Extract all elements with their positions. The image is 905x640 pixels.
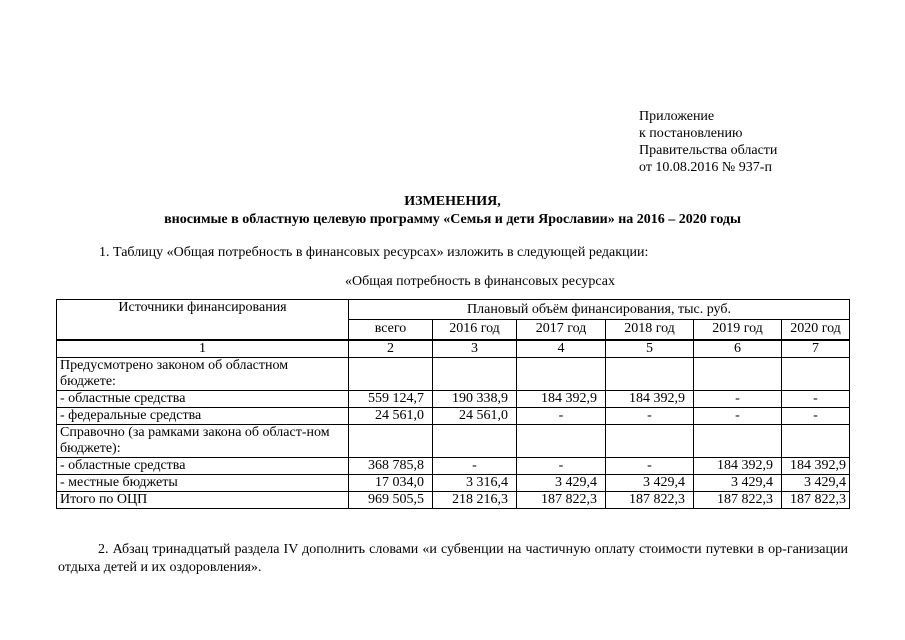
cell-value: 184 392,9 bbox=[782, 457, 850, 474]
row-label: - областные средства bbox=[57, 390, 349, 407]
cell-value: 184 392,9 bbox=[517, 390, 606, 407]
cell-value: - bbox=[694, 390, 782, 407]
subheader-total: всего bbox=[349, 320, 433, 340]
cell-value bbox=[782, 424, 850, 457]
row-label: Предусмотрено законом об областном бюджете: bbox=[57, 357, 349, 390]
cell-value: - bbox=[606, 407, 694, 424]
paragraph-1: 1. Таблицу «Общая потребность в финансовых ресурсах» изложить в следующей редакции: bbox=[99, 245, 649, 260]
cell-value bbox=[782, 357, 850, 390]
cell-value bbox=[694, 424, 782, 457]
cell-value: 24 561,0 bbox=[433, 407, 517, 424]
cell-value bbox=[606, 357, 694, 390]
table-row bbox=[57, 491, 850, 508]
cell-value bbox=[349, 424, 433, 457]
cell-value: 24 561,0 bbox=[349, 407, 433, 424]
column-number: 1 bbox=[57, 340, 349, 358]
cell-value: 187 822,3 bbox=[694, 491, 782, 508]
column-number: 5 bbox=[606, 340, 694, 358]
row-label: Итого по ОЦП bbox=[57, 491, 349, 508]
cell-value: - bbox=[782, 407, 850, 424]
table-row bbox=[57, 390, 850, 407]
table-row bbox=[57, 357, 850, 390]
subheader-2017: 2017 год bbox=[517, 320, 606, 340]
column-number: 4 bbox=[517, 340, 606, 358]
subheader-2016: 2016 год bbox=[433, 320, 517, 340]
financing-table bbox=[56, 299, 850, 509]
subheader-2020: 2020 год bbox=[782, 320, 850, 340]
column-number: 3 bbox=[433, 340, 517, 358]
cell-value bbox=[517, 357, 606, 390]
cell-value bbox=[433, 424, 517, 457]
cell-value: - bbox=[694, 407, 782, 424]
row-label: - областные средства bbox=[57, 457, 349, 474]
cell-value: 3 429,4 bbox=[517, 474, 606, 491]
appendix-line-1: Приложение bbox=[639, 109, 715, 124]
cell-value: - bbox=[433, 457, 517, 474]
table-row bbox=[57, 474, 850, 491]
cell-value bbox=[694, 357, 782, 390]
cell-value: - bbox=[606, 457, 694, 474]
cell-value: 3 429,4 bbox=[694, 474, 782, 491]
cell-value: - bbox=[517, 457, 606, 474]
table-row bbox=[57, 457, 850, 474]
cell-value: 187 822,3 bbox=[782, 491, 850, 508]
subheader-2019: 2019 год bbox=[694, 320, 782, 340]
column-number: 6 bbox=[694, 340, 782, 358]
cell-value: 368 785,8 bbox=[349, 457, 433, 474]
cell-value bbox=[606, 424, 694, 457]
row-label: Справочно (за рамками закона об област-ном бюджете): bbox=[57, 424, 349, 457]
table-row bbox=[57, 424, 850, 457]
row-label: - местные бюджеты bbox=[57, 474, 349, 491]
cell-value: - bbox=[782, 390, 850, 407]
row-label: - федеральные средства bbox=[57, 407, 349, 424]
paragraph-2: 2. Абзац тринадцатый раздела IV дополнить словами «и субвенции на частичную оплату стоимости путевки в ор-ганизации отдыха детей и их оздоровления». bbox=[58, 542, 848, 575]
cell-value: 3 429,4 bbox=[606, 474, 694, 491]
column-number: 2 bbox=[349, 340, 433, 358]
header-source: Источники финансирования bbox=[57, 300, 349, 340]
cell-value bbox=[517, 424, 606, 457]
appendix-line-4: от 10.08.2016 № 937-п bbox=[639, 160, 772, 175]
cell-value: - bbox=[517, 407, 606, 424]
column-number: 7 bbox=[782, 340, 850, 358]
cell-value: 3 429,4 bbox=[782, 474, 850, 491]
document-title: ИЗМЕНЕНИЯ, bbox=[404, 194, 501, 209]
appendix-line-3: Правительства области bbox=[639, 143, 778, 158]
cell-value: 184 392,9 bbox=[606, 390, 694, 407]
cell-value: 187 822,3 bbox=[517, 491, 606, 508]
table-row bbox=[57, 407, 850, 424]
appendix-line-2: к постановлению bbox=[639, 126, 743, 141]
cell-value: 190 338,9 bbox=[433, 390, 517, 407]
document-subtitle: вносимые в областную целевую программу «Семья и дети Ярославии» на 2016 – 2020 годы bbox=[164, 212, 741, 227]
cell-value bbox=[433, 357, 517, 390]
appendix-block bbox=[639, 108, 777, 176]
cell-value: 184 392,9 bbox=[694, 457, 782, 474]
cell-value: 218 216,3 bbox=[433, 491, 517, 508]
cell-value: 3 316,4 bbox=[433, 474, 517, 491]
table-caption: «Общая потребность в финансовых ресурсах bbox=[345, 274, 615, 289]
header-planned: Плановый объём финансирования, тыс. руб. bbox=[349, 300, 850, 320]
cell-value: 559 124,7 bbox=[349, 390, 433, 407]
subheader-2018: 2018 год bbox=[606, 320, 694, 340]
cell-value bbox=[349, 357, 433, 390]
cell-value: 187 822,3 bbox=[606, 491, 694, 508]
cell-value: 17 034,0 bbox=[349, 474, 433, 491]
cell-value: 969 505,5 bbox=[349, 491, 433, 508]
